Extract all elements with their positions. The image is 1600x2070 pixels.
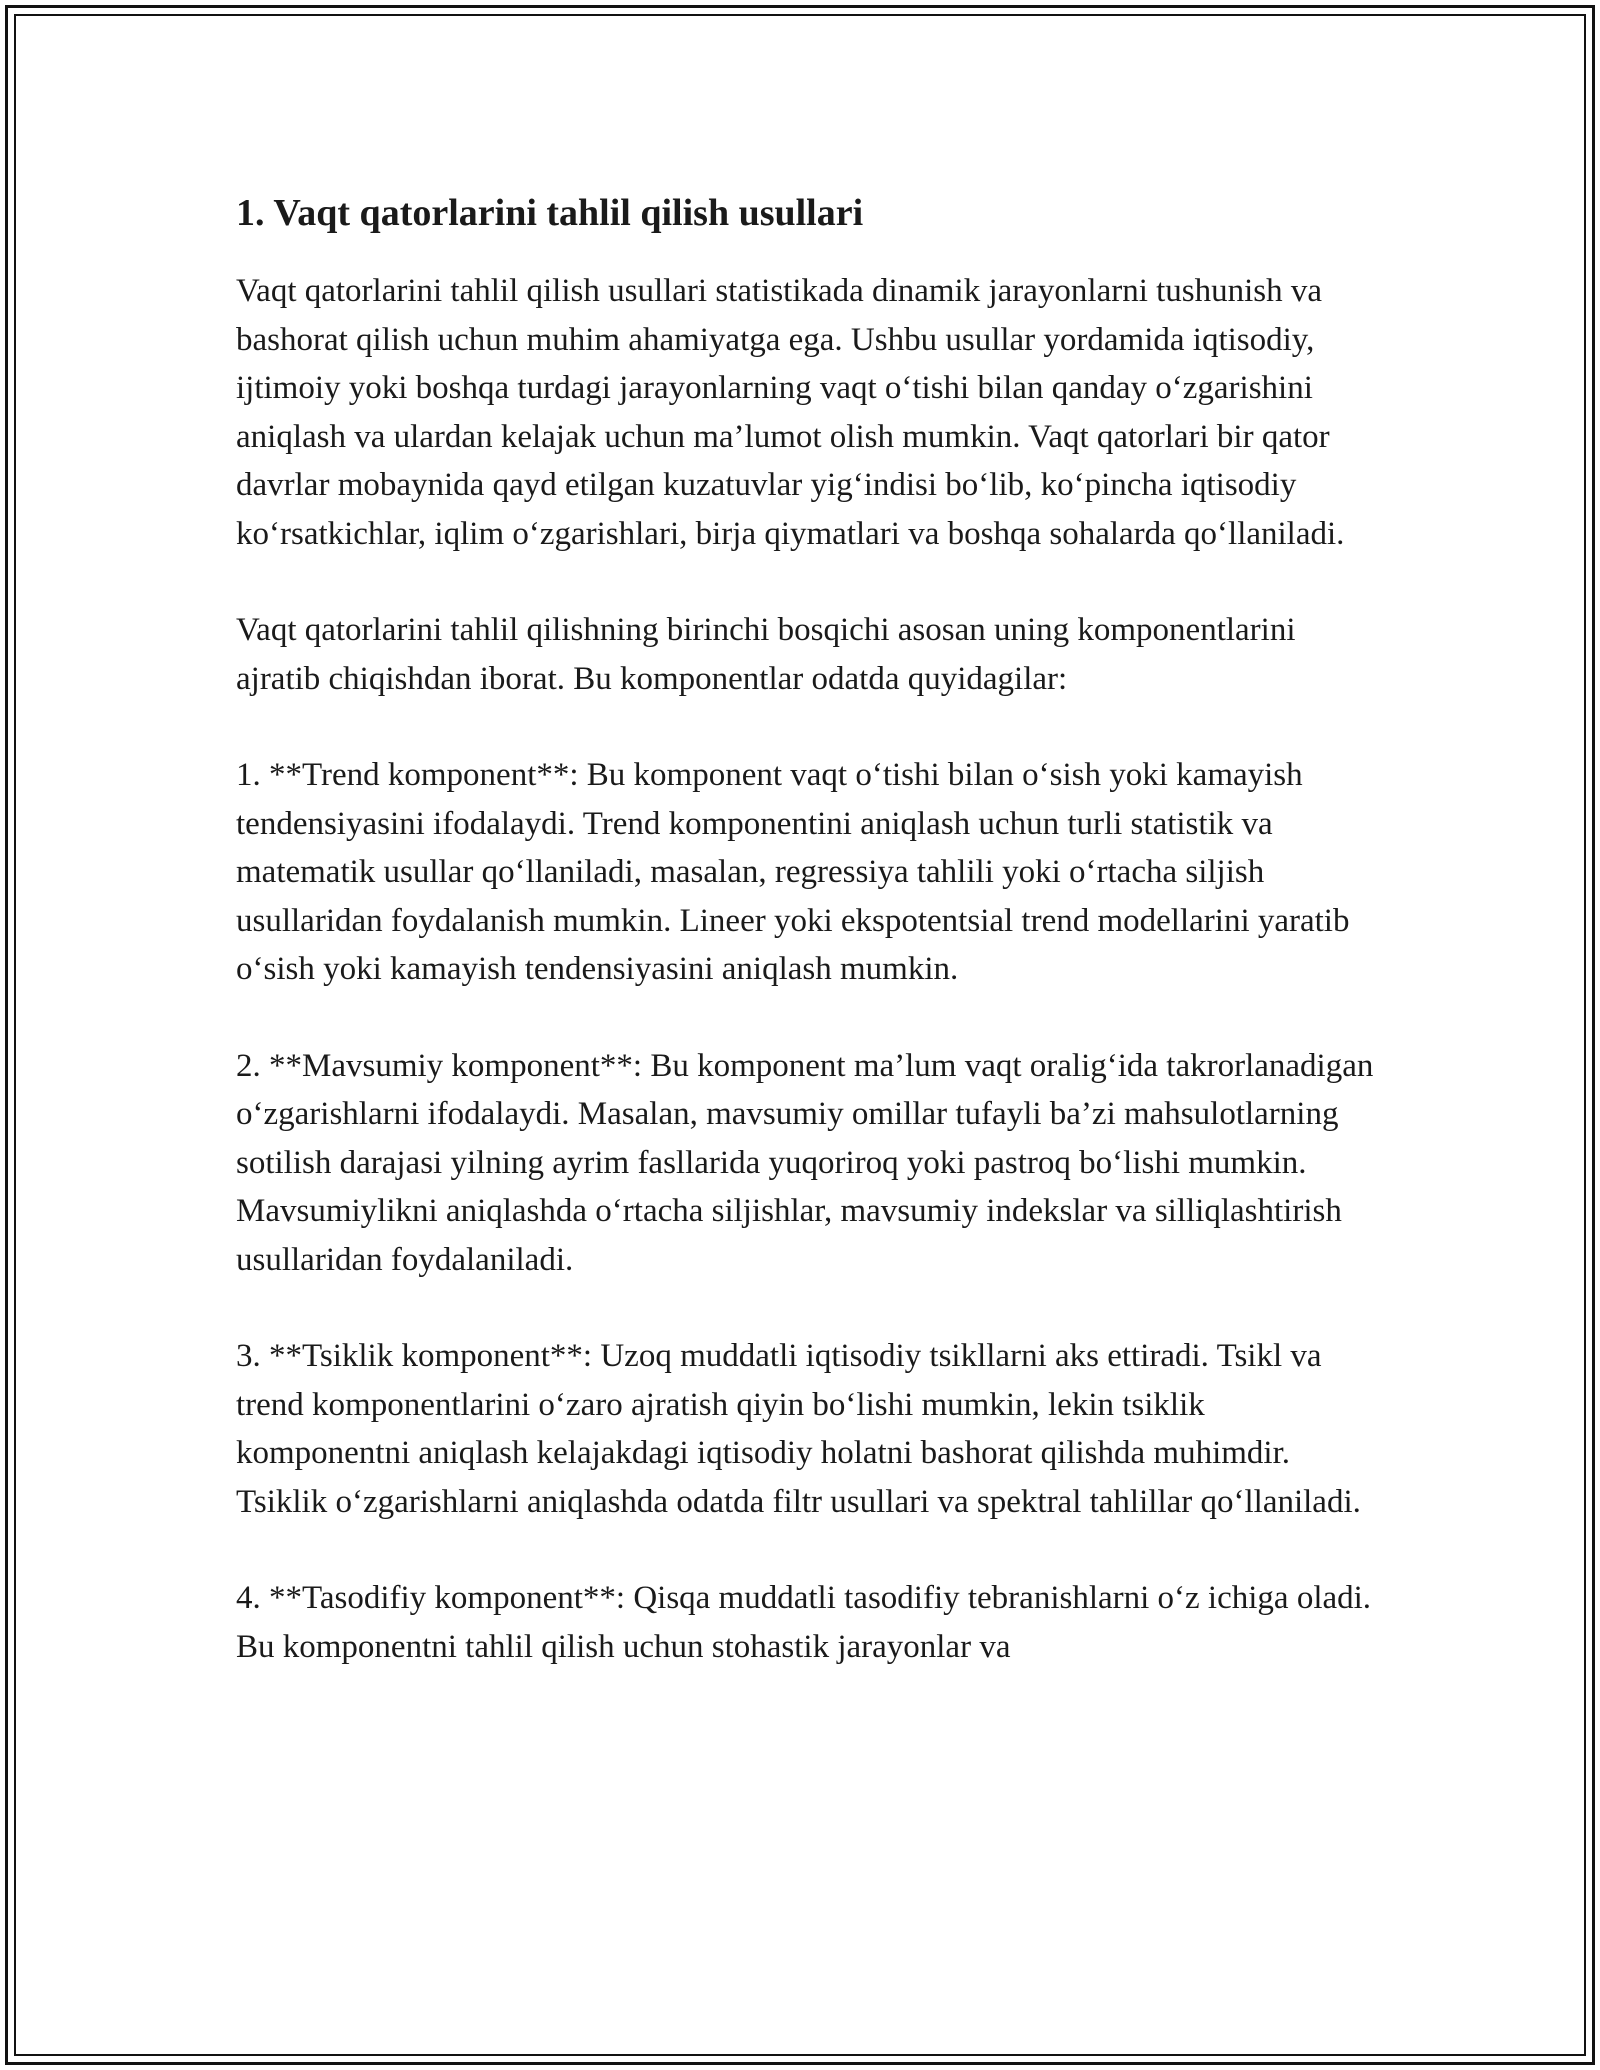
paragraph-cyclical-component: 3. **Tsiklik komponent**: Uzoq muddatli iqtisodiy tsikllarni aks ettiradi. Tsikl va trend komponentlarini o‘zaro ajratish qiyin bo‘lishi mumkin, lekin tsiklik komponentni aniqlash kelajakdagi iqtisodiy holatni bashorat qilishda muhimdir. Tsiklik o‘zgarishlarni aniqlashda odatda filtr usullari va spektral tahlillar qo‘llaniladi. (236, 1338, 1361, 1520)
paragraph-random-component: 4. **Tasodifiy komponent**: Qisqa muddatli tasodifiy tebranishlarni o‘z ichiga oladi. Bu komponentni tahlil qilish uchun stohastik jarayonlar va (236, 1580, 1372, 1665)
paragraph-trend-component: 1. **Trend komponent**: Bu komponent vaqt o‘tishi bilan o‘sish yoki kamayish tendensiyasini ifodalaydi. Trend komponentini aniqlash uchun turli statistik va matematik usullar qo‘llaniladi, masalan, regressiya tahlili yoki o‘rtacha siljish usullaridan foydalanish mumkin. Lineer yoki ekspotentsial trend modellarini yaratib o‘sish yoki kamayish tendensiyasini aniqlash mumkin. (236, 757, 1350, 987)
paragraph-intro: Vaqt qatorlarini tahlil qilish usullari statistikada dinamik jarayonlarni tushunish va bashorat qilish uchun muhim ahamiyatga ega. Ushbu usullar yordamida iqtisodiy, ijtimoiy yoki boshqa turdagi jarayonlarning vaqt o‘tishi bilan qanday o‘zgarishini aniqlash va ulardan kelajak uchun ma’lumot olish mumkin. Vaqt qatorlari bir qator davrlar mobaynida qayd etilgan kuzatuvlar yig‘indisi bo‘lib, ko‘pincha iqtisodiy ko‘rsatkichlar, iqlim o‘zgarishlari, birja qiymatlari va boshqa sohalarda qo‘llaniladi. (236, 273, 1345, 552)
paragraph-components-intro: Vaqt qatorlarini tahlil qilishning birinchi bosqichi asosan uning komponentlarini ajratib chiqishdan iborat. Bu komponentlar odatda quyidagilar: (236, 612, 1296, 697)
document-body (236, 185, 1376, 1719)
paragraph-seasonal-component: 2. **Mavsumiy komponent**: Bu komponent ma’lum vaqt oralig‘ida takrorlanadigan o‘zgarishlarni ifodalaydi. Masalan, mavsumiy omillar tufayli ba’zi mahsulotlarning sotilish darajasi yilning ayrim fasllarida yuqoriroq yoki pastroq bo‘lishi mumkin. Mavsumiylikni aniqlashda o‘rtacha siljishlar, mavsumiy indekslar va silliqlashtirish usullaridan foydalaniladi. (236, 1047, 1374, 1278)
section-title: 1. Vaqt qatorlarini tahlil qilish usullari (236, 192, 864, 234)
